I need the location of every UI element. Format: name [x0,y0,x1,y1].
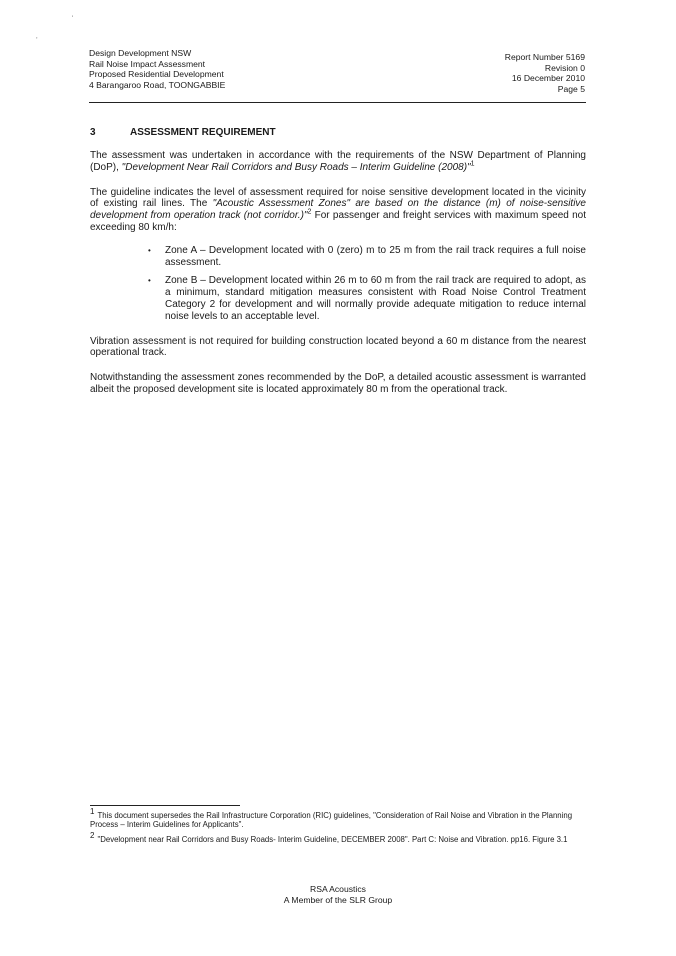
paragraph-text: For passenger and freight services with maximum speed not exceeding 80 km/h: [90,210,587,233]
header-line: 4 Barangaroo Road, TOONGABBIE [89,79,226,90]
section-3 [90,127,586,409]
paragraph-text: The assessment was undertaken in accordance with the requirements of the NSW Department of Planning (DoP), [90,150,586,173]
revision: Revision 0 [544,62,585,73]
header-right [505,52,585,94]
company-name: RSA Acoustics [310,884,366,894]
guideline-title: "Development Near Rail Corridors and Busy Roads – Interim Guideline (2008)" [121,161,471,173]
company-tagline: A Member of the SLR Group [283,894,393,905]
header-line: Rail Noise Impact Assessment [89,58,206,69]
footnote-ref: 1 [470,160,475,168]
list-item: • Zone B – Development located within 26 m to 60 m from the rail track are required to adopt, as a minimum, standard mitigation measures consistent with Road Noise Control Treatment Category 2 for development and will normally provide adequate mitigation to reduce internal noise levels to an acceptable level. [148,275,586,322]
footnote-text: "Development near Rail Corridors and Busy Roads- Interim Guideline, DECEMBER 2008". Part C: Noise and Vibration. pp16. Figure 3.1 [97,834,568,844]
zones-term: "Acoustic Assessment Zones" [212,198,350,210]
footnote-number: 1 [90,807,95,817]
header-left [89,48,225,90]
report-number: Report Number 5169 [504,52,585,62]
paragraph-1 [90,150,586,174]
header-line: Proposed Residential Development [89,69,224,80]
footnote [90,831,590,844]
footnote-number: 2 [90,831,95,841]
section-title: ASSESSMENT REQUIREMENT [130,127,276,138]
zone-list [148,245,586,323]
scan-mark: , [36,34,38,40]
footnotes [90,807,590,849]
paragraph-3: Vibration assessment is not required for building construction located beyond a 60 m distance from the nearest operational track. [90,335,586,359]
report-date: 16 December 2010 [511,73,585,84]
paragraph-text: are based on the distance (m) of noise-sensitive development from operation track (not corridor.)" [90,198,586,222]
paragraph-text: The guideline indicates the level of assessment required for noise sensitive development located in the vicinity of existing rail lines. The [90,186,586,210]
list-item: • Zone A – Development located with 0 (zero) m to 25 m from the rail track requires a full noise assessment. [148,245,586,269]
footnote-ref: 2 [307,208,312,216]
section-number: 3 [90,127,96,138]
paragraph-2 [90,187,586,234]
section-heading [90,127,586,138]
page-number: Page 5 [557,83,585,94]
page-footer [0,884,676,905]
footnote-divider [90,805,240,806]
header-divider [89,102,586,103]
footnote-text: This document supersedes the Rail Infrastructure Corporation (RIC) guidelines, "Consideration of Rail Noise and Vibration in the Planning Process – Interim Guidelines for Applicants". [90,811,573,830]
scan-mark: ' [72,16,74,22]
paragraph-4: Notwithstanding the assessment zones recommended by the DoP, a detailed acoustic assessment is warranted albeit the proposed development site is located approximately 80 m from the operational track. [90,372,586,395]
footnote [90,807,590,830]
header-line: Design Development NSW [89,48,192,58]
